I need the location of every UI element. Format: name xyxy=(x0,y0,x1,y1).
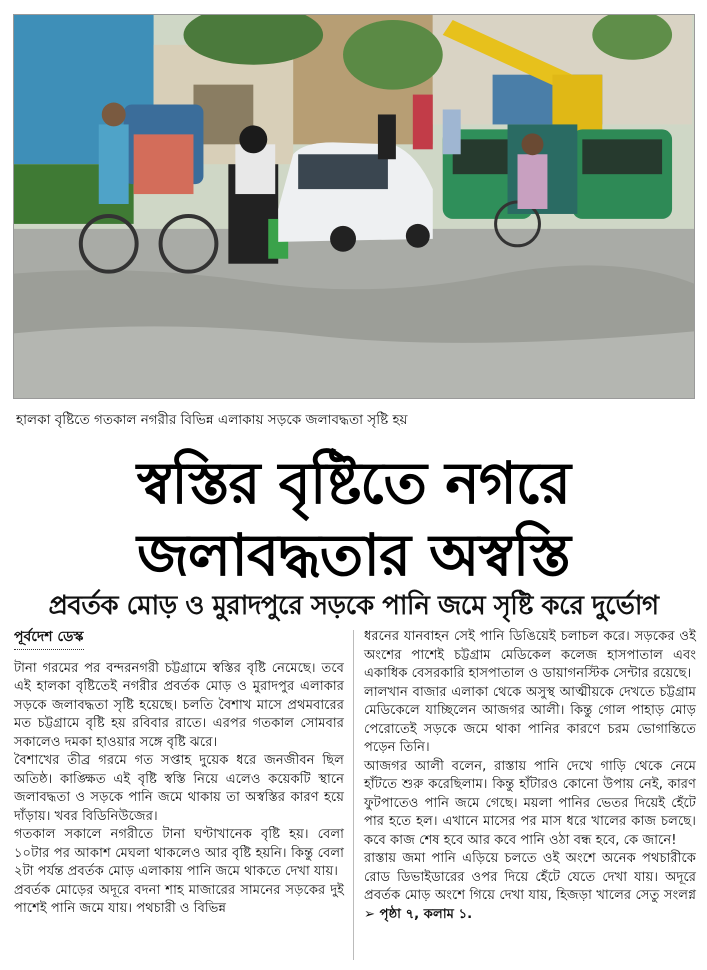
headline-line-2: জলাবদ্ধতার অস্বস্তি xyxy=(136,521,570,589)
paragraph: গতকাল সকালে নগরীতে টানা ঘণ্টাখানেক বৃষ্টি হয়। বেলা ১০টার পর আকাশ মেঘলা থাকলেও আর বৃষ্টি হয়নি। কিন্তু বেলা ২টা পর্যন্ত প্রবর্তক মোড় এলাকায় পানি জমে থাকতে দেখা যায়। xyxy=(14,827,344,879)
photo-caption: হালকা বৃষ্টিতে গতকাল নগরীর বিভিন্ন এলাকায় সড়কে জলাবদ্ধতা সৃষ্টি হয় xyxy=(16,412,408,428)
subheadline: প্রবর্তক মোড় ও মুরাদপুরে সড়কে পানি জমে সৃষ্টি করে দুর্ভোগ xyxy=(48,591,659,621)
article-column-right xyxy=(364,628,696,924)
paragraph-text: রাস্তায় জমা পানি এড়িয়ে চলতে ওই অংশে অনেক পথচারীকে রোড ডিভাইডারের ওপর দিয়ে হেঁটে যেতে দেখা যায়। অদূরে প্রবর্তক মোড় অংশে গিয়ে দেখা যায়, হিজড়া খালের সেতু সংলগ্ন xyxy=(364,851,696,903)
paragraph: টানা গরমের পর বন্দরনগরী চট্টগ্রামে স্বস্তির বৃষ্টি নেমেছে। তবে এই হালকা বৃষ্টিতেই নগরীর প্রবর্তক মোড় ও মুরাদপুর এলাকার সড়কে জলাবদ্ধতা সৃষ্টি হয়েছে। চলতি বৈশাখ মাসে প্রথমবারের মত চট্টগ্রামে বৃষ্টি হয় রবিবার রাতে। এরপর গতকাল সোমবার সকালেও দমকা হাওয়ার সঙ্গে বৃষ্টি ঝরে। xyxy=(14,660,344,750)
paragraph: আজগর আলী বলেন, রাস্তায় পানি দেখে গাড়ি থেকে নেমে হাঁটতে শুরু করেছিলাম। কিন্তু হাঁটারও কোনো উপায় নেই, কারণ ফুটপাতেও পানি জমে গেছে। ময়লা পানির ভেতর দিয়েই হেঁটে পার হতে হল। এখানে মাসের পর মাস ধরে খালের কাজ চলছে। কবে কাজ শেষ হবে আর কবে পানি ওঠা বন্ধ হবে, কে জানে! xyxy=(364,758,696,848)
desk-byline: পূর্বদেশ ডেস্ক xyxy=(14,628,84,650)
paragraph: ধরনের যানবাহন সেই পানি ডিঙিয়েই চলাচল করে। সড়কের ওই অংশের পাশেই চট্টগ্রাম মেডিকেল কলেজ হাসপাতাল এবং একাধিক বেসরকারি হাসপাতাল ও ডায়াগনস্টিক সেন্টার রয়েছে। xyxy=(364,629,696,681)
paragraph: বৈশাখের তীব্র গরমে গত সপ্তাহ দুয়েক ধরে জনজীবন ছিল অতিষ্ঠ। কাঙ্ক্ষিত এই বৃষ্টি স্বস্তি নিয়ে এলেও কয়েকটি স্থানে জলাবদ্ধতা ও সড়কে পানি জমে থাকায় তা অস্বস্তির কারণ হয়ে দাঁড়ায়। খবর বিডিনিউজের। xyxy=(14,753,344,824)
paragraph xyxy=(364,850,696,924)
column-divider xyxy=(353,630,354,960)
paragraph: প্রবর্তক মোড়ের অদূরে বদনা শাহ মাজারের সামনের সড়কের দুই পাশেই পানি জমে যায়। পথচারী ও বিভিন্ন xyxy=(14,882,344,916)
continuation-link[interactable]: ➢ পৃষ্ঠা ৭, কলাম ১. xyxy=(364,906,473,922)
news-photo xyxy=(13,14,695,399)
headline-line-1: স্বস্তির বৃষ্টিতে নগরে xyxy=(136,449,571,517)
street-waterlogging-photo-icon xyxy=(14,15,694,398)
paragraph: লালখান বাজার এলাকা থেকে অসুস্থ আত্মীয়কে দেখতে চট্টগ্রাম মেডিকেলে যাচ্ছিলেন আজগর আলী। কিন্তু গোল পাহাড় মোড় পেরোতেই সড়কে জমে থাকা পানির কারণে চরম ভোগান্তিতে পড়েন তিনি। xyxy=(364,684,696,755)
article-column-left xyxy=(14,628,344,919)
